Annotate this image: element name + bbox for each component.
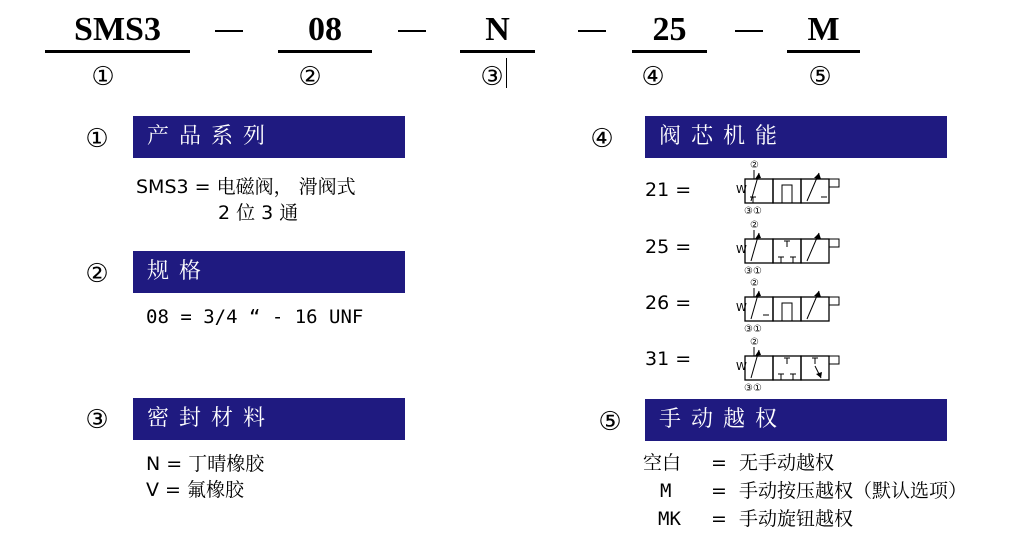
code-separator <box>578 30 606 32</box>
override-desc-mk: 手动旋钮越权 <box>739 508 854 530</box>
solenoid-label: W <box>736 243 747 256</box>
text-cursor <box>506 58 507 88</box>
override-key-m: M <box>660 480 672 502</box>
function-code-26: 26 = <box>645 292 692 314</box>
seal-line-1: N = 丁晴橡胶 <box>146 453 265 475</box>
code-part-override: M <box>787 10 860 53</box>
override-eq: = <box>711 480 727 502</box>
override-key-mk: MK <box>658 508 681 530</box>
code-number: ② <box>298 62 322 92</box>
seal-line-2: V = 氟橡胶 <box>146 479 244 501</box>
series-line-1: SMS3 = 电磁阀， 滑阀式 <box>136 176 356 198</box>
code-part-seal: N <box>460 10 535 53</box>
section-number: ⑤ <box>598 407 622 437</box>
valve-symbol-21 <box>735 159 845 219</box>
section-header-series: 产品系列 <box>133 116 405 158</box>
section-header-override: 手动越权 <box>645 399 947 441</box>
solenoid-label: W <box>736 301 747 314</box>
override-desc-m: 手动按压越权（默认选项） <box>739 480 968 502</box>
function-code-31: 31 = <box>645 348 692 370</box>
function-code-21: 21 = <box>645 179 692 201</box>
port-label-3-1: ③① <box>744 206 762 217</box>
override-desc-blank: 无手动越权 <box>739 452 835 474</box>
port-label-3-1: ③① <box>744 266 762 277</box>
override-eq: = <box>711 508 727 530</box>
section-number: ① <box>85 124 109 154</box>
code-part-series: SMS3 <box>45 10 190 53</box>
port-label-2: ② <box>750 160 759 171</box>
valve-symbol-26 <box>735 277 845 337</box>
section-number: ③ <box>85 405 109 435</box>
port-label-2: ② <box>750 337 759 348</box>
port-label-2: ② <box>750 220 759 231</box>
section-header-size: 规格 <box>133 251 405 293</box>
override-key-blank: 空白 <box>643 452 682 474</box>
port-label-3-1: ③① <box>744 383 762 394</box>
series-line-2: 2 位 3 通 <box>218 202 299 224</box>
port-label-3-1: ③① <box>744 324 762 335</box>
code-part-function: 25 <box>632 10 707 53</box>
port-label-2: ② <box>750 278 759 289</box>
code-number: ⑤ <box>808 62 832 92</box>
valve-symbol-31 <box>735 336 845 396</box>
code-number: ④ <box>641 62 665 92</box>
override-eq: = <box>711 452 727 474</box>
code-separator <box>735 30 763 32</box>
section-number: ④ <box>590 124 614 154</box>
code-number: ③ <box>480 62 504 92</box>
solenoid-label: W <box>736 360 747 373</box>
valve-symbol-25 <box>735 219 845 279</box>
solenoid-label: W <box>736 183 747 196</box>
code-separator <box>398 30 426 32</box>
section-number: ② <box>85 259 109 289</box>
size-line-1: 08 = 3/4 “ - 16 UNF <box>146 306 364 328</box>
code-separator <box>215 30 243 32</box>
section-header-function: 阀芯机能 <box>645 116 947 158</box>
code-part-size: 08 <box>278 10 372 53</box>
section-header-seal: 密封材料 <box>133 398 405 440</box>
function-code-25: 25 = <box>645 236 692 258</box>
code-number: ① <box>91 62 115 92</box>
